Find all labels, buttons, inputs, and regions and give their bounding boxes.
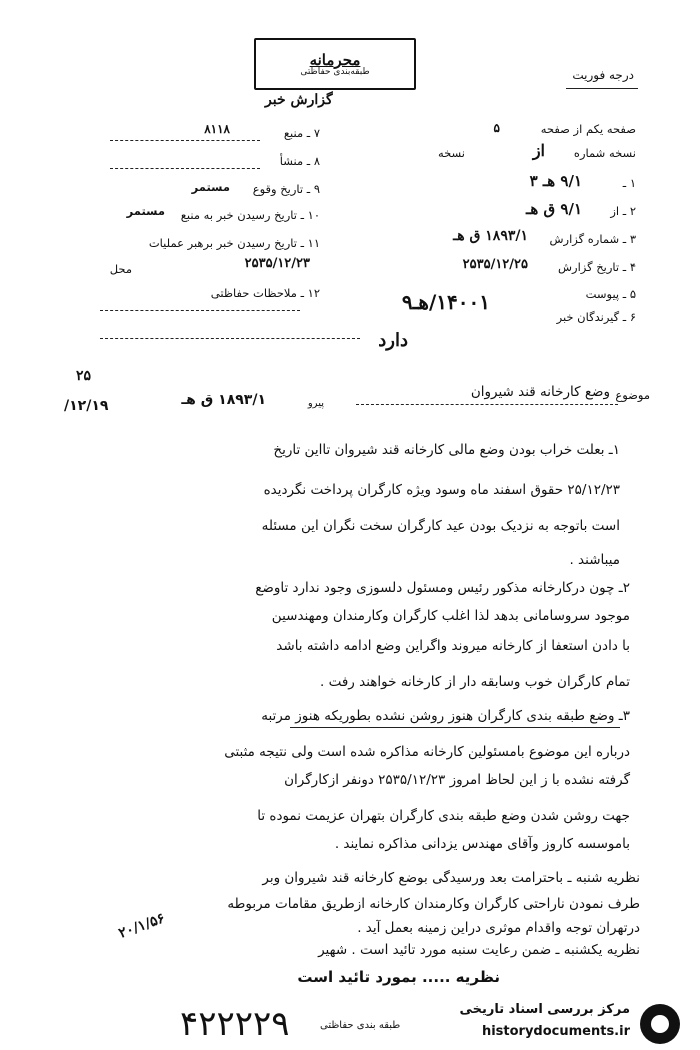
stamp-number: ۴۲۲۲۲۹: [180, 1004, 290, 1044]
body-p2-line3: با دادن استعفا از کارخانه میروند واگراین وضع ادامه داشته باشد: [276, 638, 630, 654]
body-p3-line5: باموسسه کاروز وآقای مهندس یزدانی مذاکره نمایند .: [334, 836, 630, 852]
body-p3-line2: درباره این موضوع بامسئولین کارخانه مذاکره شده است ولی نتیجه مثبتی: [224, 744, 630, 760]
row1-value: ۹/۱ هـ ۳: [529, 172, 582, 190]
body-p4-line2: طرف نمودن ناراحتی کارگران وکارمندان کارخانه ازطریق مقامات مربوطه: [227, 896, 640, 912]
handwritten-initial: دارد: [378, 330, 408, 351]
row2-label: ۲ ـ از: [610, 204, 636, 218]
copy-label: نسخه شماره: [573, 146, 636, 160]
archive-logo-icon: [640, 1004, 680, 1044]
body-p2-line4: تمام کارگران خوب وسابقه دار از کارخانه خواهند رفت .: [320, 674, 630, 690]
classification-stamp: محرمانه: [309, 51, 361, 69]
subject-label: موضوع: [615, 388, 650, 402]
event-date-label: ۹ ـ تاریخ وقوع: [252, 182, 320, 196]
body-p3-underline: [290, 727, 620, 728]
received-source-value: مستمر: [126, 204, 165, 218]
place-value: ۲۵۳۵/۱۲/۲۳: [244, 256, 310, 271]
page-label: صفحه یکم از صفحه: [540, 122, 636, 136]
place-label: محل: [109, 262, 132, 276]
received-source-label: ۱۰ ـ تاریخ رسیدن خبر به منبع: [180, 208, 320, 222]
body-p3-line4: جهت روشن شدن وضع طبقه بندی کارگران بتهران عزیمت نموده تا: [257, 808, 630, 824]
subject-line: [356, 404, 618, 405]
side-date: ۲۰/۱/۵۶: [116, 910, 168, 942]
body-p4-line1: نظریه شنبه ـ باحترامت بعد ورسیدگی بوضع کارخانه قند شیروان وبر: [262, 870, 640, 886]
page-value: ۵: [493, 121, 500, 135]
classification-box: [254, 38, 416, 90]
source-label: ۷ ـ منبع: [283, 126, 320, 140]
body-p2-line1: ۲ـ چون درکارخانه مذکور رئیس ومسئول دلسوزی وجود ندارد تاوضع: [255, 580, 630, 596]
source-line: [110, 140, 260, 141]
body-p3-line3: گرفته نشده با ز این لحاظ امروز ۲۵۳۵/۱۲/۲۳ دونفر ازکارگران: [284, 772, 630, 788]
urgency-label: درجه فوریت: [572, 68, 634, 82]
body-p2-line2: موجود سروسامانی بدهد لذا اغلب کارگران وکارمندان ومهندسین: [271, 608, 630, 624]
attachment-label: ۵ ـ پیوست: [585, 287, 636, 301]
body-p4-line4: نظریه یکشنبه ـ ضمن رعایت سنبه مورد تائید است . شهیر: [318, 942, 640, 958]
notes-label: ۱۲ ـ ملاحظات حفاظتی: [210, 286, 320, 300]
notes-line-2: [100, 338, 360, 339]
classification-caption: طبقه‌بندی حفاظتی: [300, 67, 370, 77]
received-ops-label: ۱۱ ـ تاریخ رسیدن خبر برهبر عملیات: [148, 236, 320, 250]
reference-value: ۱۸۹۳/۱ ق هـ: [181, 392, 266, 408]
watermark-text: مرکز بررسی اسناد تاریخی: [459, 1002, 630, 1017]
origin-label: ۸ ـ منشأ: [279, 154, 320, 168]
body-p1-line4: میباشند .: [569, 552, 620, 568]
report-title: گزارش خبر: [265, 92, 333, 108]
copy-value: از: [532, 141, 545, 160]
body-p1-line3: است باتوجه به نزدیک بودن عید کارگران سخت نگران این مسئله: [261, 518, 620, 534]
margin-note: ۲۵: [76, 368, 92, 384]
copy-suffix: نسخه: [437, 146, 465, 160]
source-value: ۸۱۱۸: [204, 122, 230, 136]
body-p3-line1: ۳ـ وضع طبقه بندی کارگران هنوز روشن نشده بطوریکه هنوز مرتبه: [261, 708, 630, 724]
reference-date: ۱۲/۱۹/: [64, 398, 109, 414]
watermark-url: historydocuments.ir: [481, 1024, 630, 1039]
row1-label: ۱ ـ: [622, 176, 636, 190]
footer-classification: طبقه بندی حفاظتی: [320, 1020, 401, 1031]
recipients-label: ۶ ـ گیرندگان خبر: [556, 310, 636, 324]
body-p1-line2: ۲۵/۱۲/۲۳ حقوق اسفند ماه وسود ویژه کارگران پرداخت نگردیده: [263, 482, 620, 498]
notes-line-1: [100, 310, 300, 311]
report-number-label: ۳ ـ شماره گزارش: [549, 232, 636, 246]
handwritten-reference: ۱۴۰۰۱/هـ۹: [401, 290, 490, 314]
reference-label: پیرو: [307, 398, 324, 409]
body-p1-line1: ۱ـ بعلت خراب بودن وضع مالی کارخانه قند شیروان تااین تاریخ: [273, 442, 620, 458]
origin-line: [110, 168, 260, 169]
report-number-value: ۱۸۹۳/۱ ق هـ: [453, 228, 528, 244]
urgency-underline: [566, 88, 638, 89]
report-date-label: ۴ ـ تاریخ گزارش: [557, 260, 636, 274]
report-date-value: ۲۵۳۵/۱۲/۲۵: [462, 257, 528, 272]
event-date-value: مستمر: [191, 180, 230, 194]
row2-value: ۹/۱ ق هـ: [526, 200, 582, 218]
approval-line: نظریه ..... بمورد تائید است: [297, 968, 500, 986]
subject-text: وضع کارخانه قند شیروان: [470, 384, 610, 400]
body-p4-line3: درتهران توجه واقدام موثری دراین زمینه بعمل آید .: [357, 920, 640, 936]
